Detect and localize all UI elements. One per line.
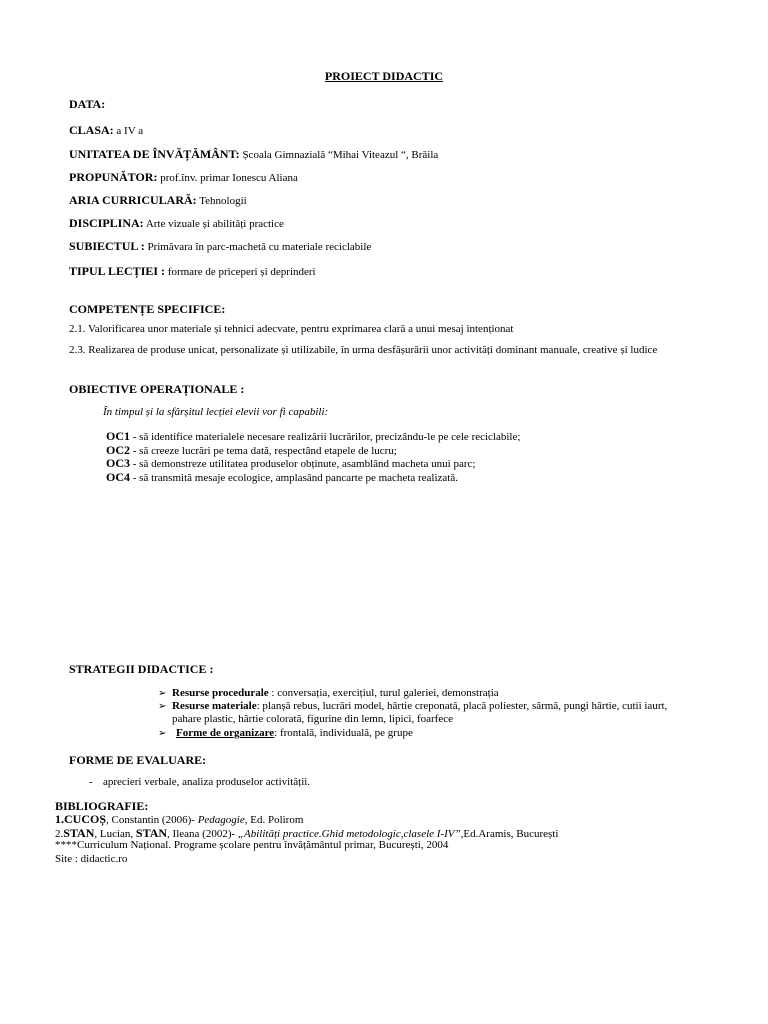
field-label: SUBIECTUL : bbox=[69, 239, 145, 253]
bibliografie-heading: BIBLIOGRAFIE: bbox=[55, 799, 149, 813]
strategii-heading: STRATEGII DIDACTICE : bbox=[69, 662, 214, 676]
evaluare-heading: FORME DE EVALUARE: bbox=[69, 753, 207, 767]
bib-author: STAN bbox=[63, 826, 95, 840]
field-propunator bbox=[69, 170, 298, 185]
obiective-heading: OBIECTIVE OPERAȚIONALE : bbox=[69, 382, 245, 396]
obiectiv-item bbox=[106, 429, 520, 444]
competenta-item: 2.3. Realizarea de produse unicat, personalizate și utilizabile, în urma desfășurării unor activități dominant manuale, creative și ludice bbox=[69, 344, 658, 356]
field-value: Școala Gimnazială “Mihai Viteazul “, Brăila bbox=[239, 149, 439, 161]
obiectiv-text: - să creeze lucrări pe tema dată, respectând etapele de lucru; bbox=[130, 445, 397, 457]
obiectiv-item bbox=[106, 456, 475, 471]
bib-title: Pedagogie, bbox=[197, 814, 248, 826]
field-value: formare de priceperi și deprinderi bbox=[165, 266, 316, 278]
bib-author: CUCOȘ bbox=[64, 812, 107, 826]
field-disciplina bbox=[69, 216, 284, 231]
field-value: prof.înv. primar Ionescu Aliana bbox=[157, 172, 298, 184]
strategie-procedurale bbox=[158, 687, 499, 700]
competenta-item: 2.1. Valorificarea unor materiale și tehnici adecvate, pentru exprimarea clară a unui mesaj intenționat bbox=[69, 323, 514, 335]
field-label: TIPUL LECȚIEI : bbox=[69, 264, 166, 278]
obiectiv-code: OC2 bbox=[106, 443, 130, 457]
strategie-label: Resurse materiale bbox=[172, 700, 257, 712]
field-subiectul bbox=[69, 239, 371, 254]
field-data bbox=[69, 97, 105, 111]
document-title: PROIECT DIDACTIC bbox=[324, 69, 444, 83]
bibliografie-item bbox=[55, 812, 303, 827]
field-label: CLASA: bbox=[69, 123, 114, 137]
competente-heading: COMPETENȚE SPECIFICE: bbox=[69, 302, 226, 316]
obiectiv-code: OC1 bbox=[106, 429, 130, 443]
obiectiv-text: - să identifice materialele necesare realizării lucrărilor, precizându-le pe cele reciclabile; bbox=[130, 431, 521, 443]
bib-author: STAN bbox=[135, 826, 168, 840]
field-label: PROPUNĂTOR: bbox=[69, 170, 158, 184]
bib-num: 2. bbox=[55, 828, 64, 840]
obiectiv-text: - să transmită mesaje ecologice, amplasând pancarte pe macheta realizată. bbox=[130, 472, 458, 484]
field-aria bbox=[69, 193, 247, 208]
obiectiv-item bbox=[106, 470, 458, 485]
arrow-bullet-icon: ➢ bbox=[158, 688, 167, 699]
field-value: Arte vizuale și abilități practice bbox=[143, 218, 284, 230]
field-tipul bbox=[69, 264, 316, 279]
field-unitatea bbox=[69, 147, 438, 162]
arrow-bullet-icon: ➢ bbox=[158, 701, 167, 712]
bib-text: , Lucian, bbox=[94, 828, 136, 840]
bibliografie-item: ****Curriculum Național. Programe școlare pentru învățământul primar, București, 2004 bbox=[55, 839, 449, 851]
field-label: UNITATEA DE ÎNVĂȚĂMÂNT: bbox=[69, 147, 240, 161]
field-label: DATA: bbox=[69, 97, 106, 111]
obiectiv-text: - să demonstreze utilitatea produselor obținute, asamblând macheta unui parc; bbox=[130, 458, 476, 470]
strategie-text: : frontală, individuală, pe grupe bbox=[274, 727, 413, 739]
strategie-text: : conversația, exercițiul, turul galeriei, demonstrația bbox=[268, 687, 499, 699]
bib-text: Ed.Aramis, București bbox=[463, 828, 559, 840]
strategie-label: Resurse procedurale bbox=[172, 687, 269, 699]
field-value: Primăvara în parc-machetă cu materiale reciclabile bbox=[144, 241, 372, 253]
obiective-intro: În timpul și la sfârșitul lecției elevii vor fi capabili: bbox=[103, 406, 329, 418]
bib-text: Ed. Polirom bbox=[247, 814, 304, 826]
bibliografie-site: Site : didactic.ro bbox=[55, 853, 128, 865]
field-clasa bbox=[69, 123, 143, 138]
evaluare-item: aprecieri verbale, analiza produselor activității. bbox=[103, 776, 311, 788]
strategie-forme bbox=[158, 727, 413, 740]
arrow-bullet-icon: ➢ bbox=[158, 728, 167, 739]
field-value: Tehnologii bbox=[196, 195, 247, 207]
bib-text: , Constantin (2006)- bbox=[106, 814, 198, 826]
strategie-materiale-cont: pahare plastic, hârtie colorată, figurine din lemn, lipici, foarfece bbox=[172, 713, 453, 725]
field-label: ARIA CURRICULARĂ: bbox=[69, 193, 197, 207]
bib-num: 1. bbox=[55, 812, 64, 826]
strategie-label: Forme de organizare bbox=[176, 727, 275, 739]
obiectiv-code: OC3 bbox=[106, 456, 130, 470]
evaluare-dash: - bbox=[89, 776, 93, 788]
field-value: a IV a bbox=[113, 125, 144, 137]
field-label: DISCIPLINA: bbox=[69, 216, 144, 230]
bib-text: , Ileana (2002)- bbox=[167, 828, 238, 840]
strategie-text: : planșă rebus, lucrări model, hârtie creponată, placă poliester, sârmă, pungi hârtie, cutii iaurt, bbox=[256, 700, 668, 712]
strategie-materiale bbox=[158, 700, 667, 713]
obiectiv-code: OC4 bbox=[106, 470, 130, 484]
bib-title: „Abilități practice.Ghid metodologic,clasele I-IV”, bbox=[237, 828, 464, 840]
